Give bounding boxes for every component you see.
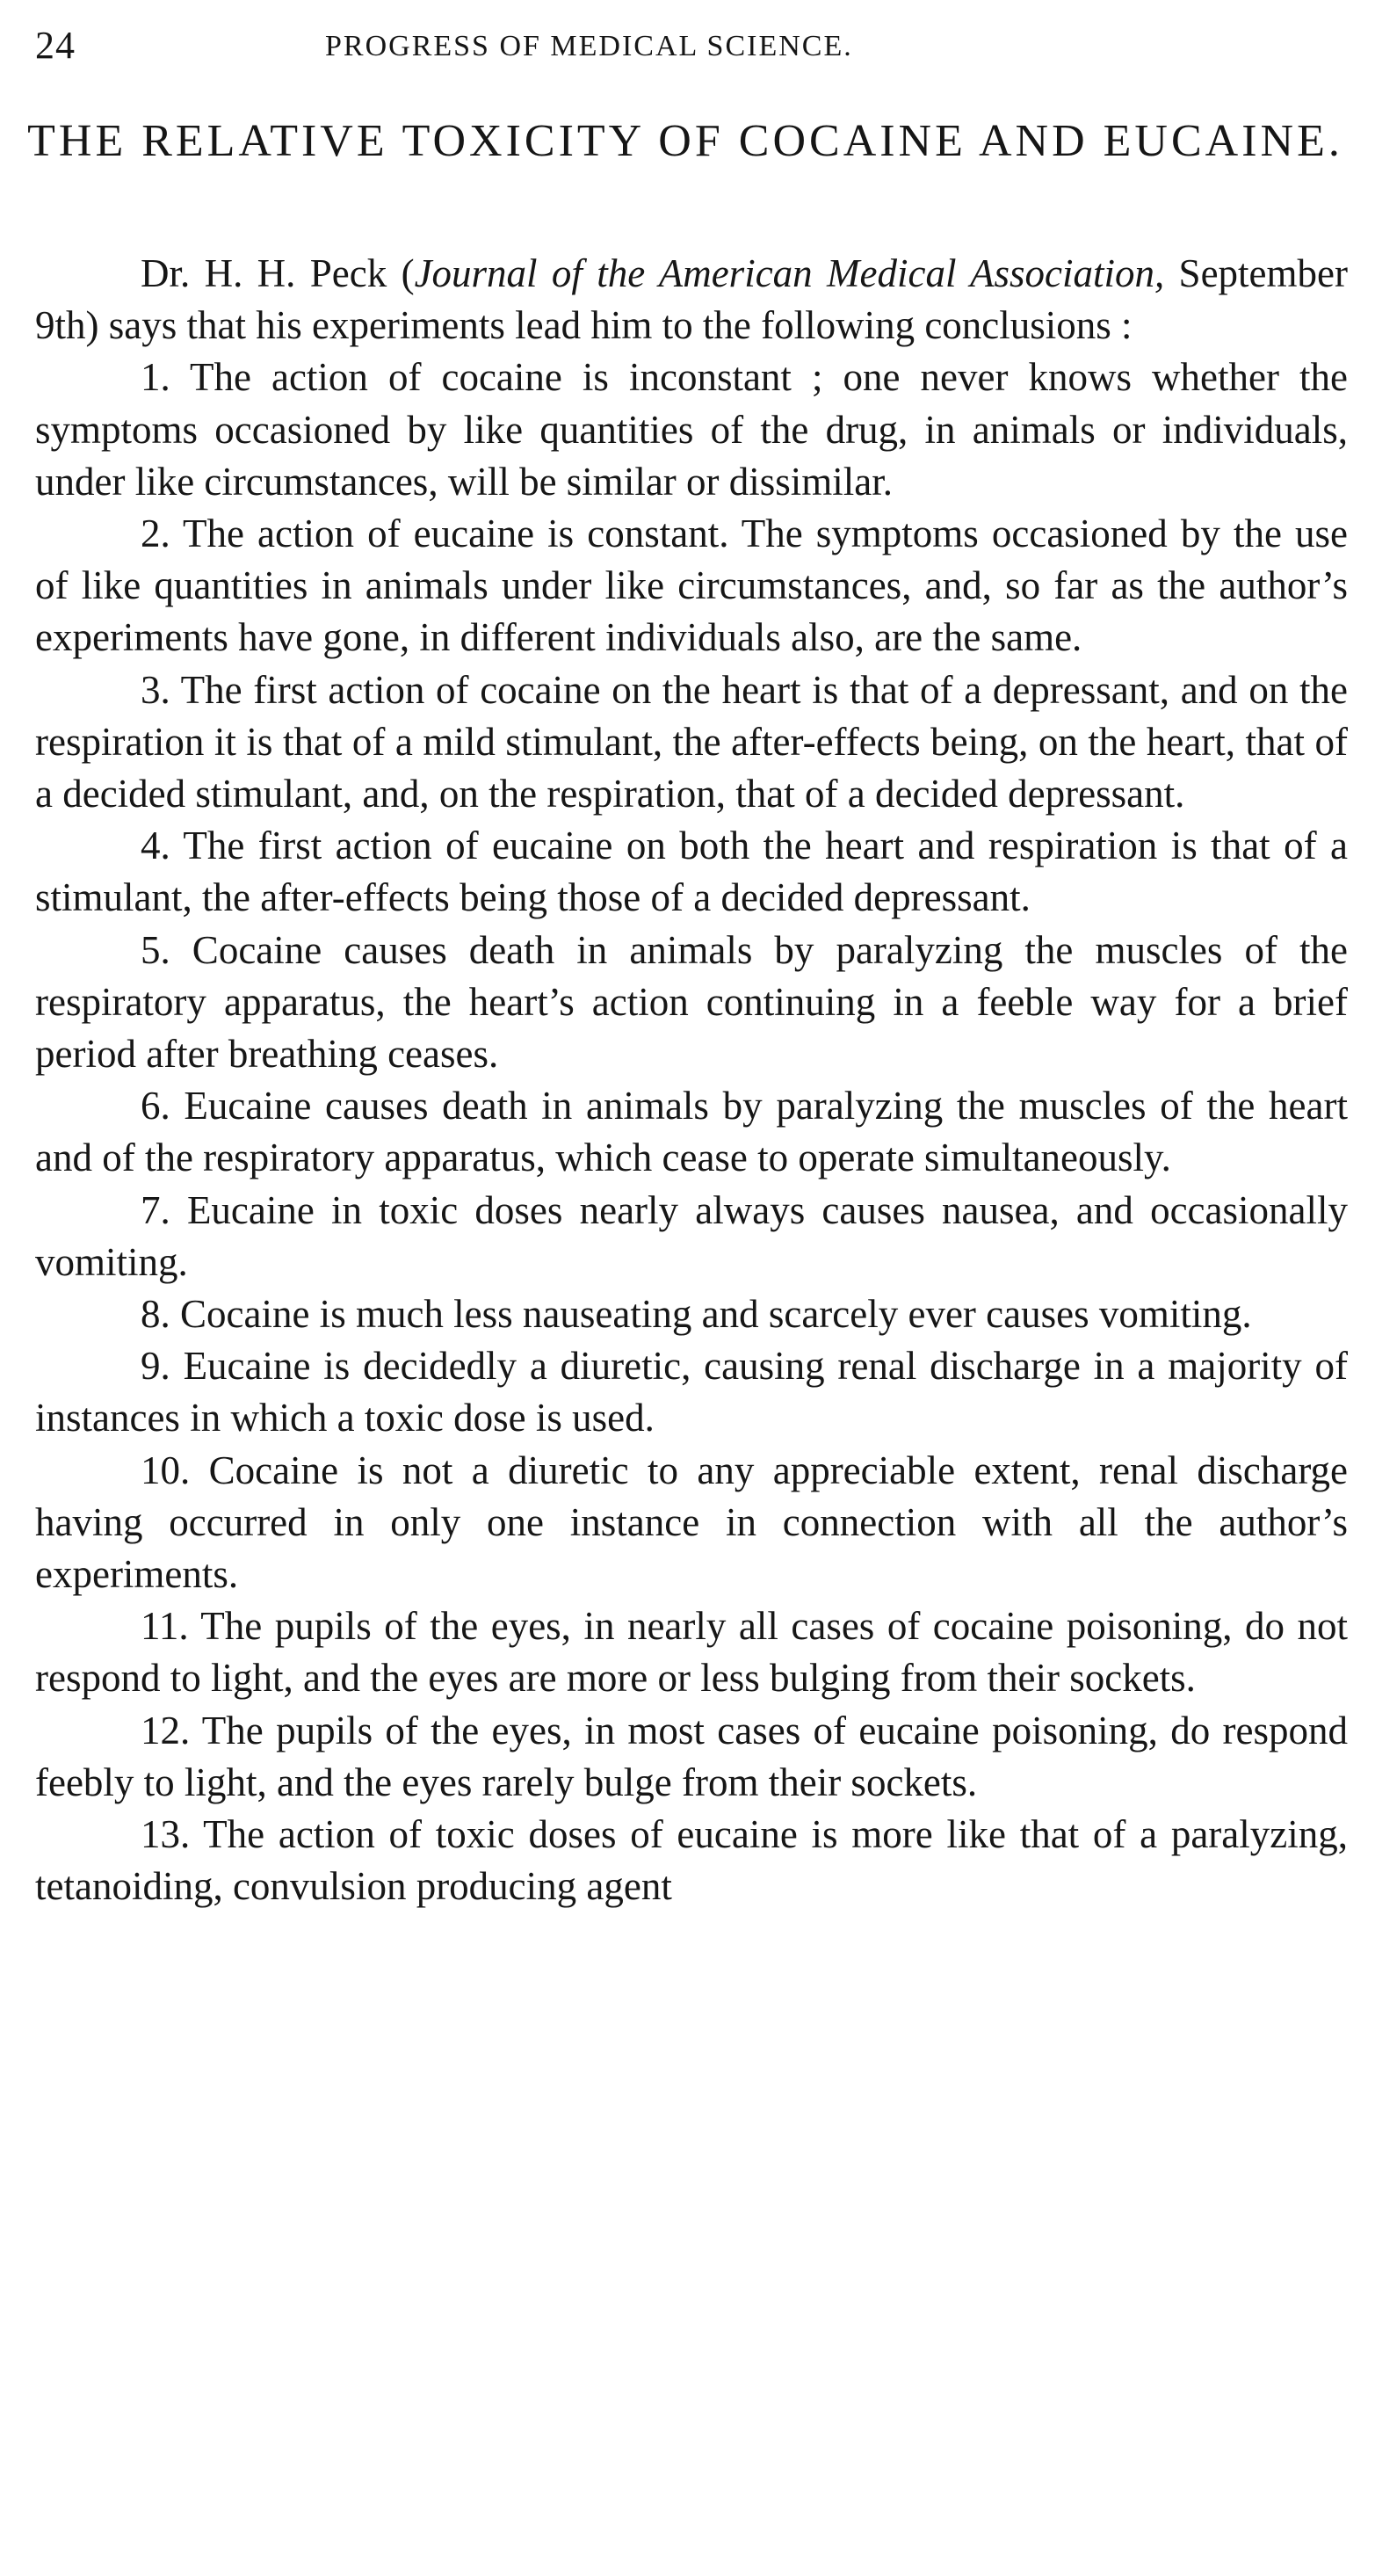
article-body xyxy=(35,248,1348,1913)
conclusion-11: 11. The pupils of the eyes, in nearly all cases of cocaine poisoning, do not respond to light, and the eyes are more or less bulging from their sockets. xyxy=(35,1604,1348,1701)
conclusion-8: 8. Cocaine is much less nauseating and scarcely ever causes vomiting. xyxy=(141,1292,1252,1337)
intro-rest: September 9th) says that his experiments lead him to the following conclusions : xyxy=(35,251,1348,348)
conclusion-7: 7. Eucaine in toxic doses nearly always causes nausea, and occasionally vomiting. xyxy=(35,1187,1348,1284)
conclusion-13: 13. The action of toxic doses of eucaine is more like that of a paralyzing, tetanoiding, convulsion producing agent xyxy=(35,1812,1348,1909)
conclusion-3: 3. The first action of cocaine on the heart is that of a depressant, and on the respiration it is that of a mild stimulant, the after-effects being, on the heart, that of a decided stimulant, and, on the respiration, that of a decided depressant. xyxy=(35,667,1348,816)
conclusion-6: 6. Eucaine causes death in animals by paralyzing the muscles of the heart and of the respiratory apparatus, which cease to operate simultaneously. xyxy=(35,1084,1348,1180)
conclusion-12: 12. The pupils of the eyes, in most cases of eucaine poisoning, do respond feebly to light, and the eyes rarely bulge from their sockets. xyxy=(35,1708,1348,1804)
conclusion-5: 5. Cocaine causes death in animals by paralyzing the muscles of the respiratory apparatus, the heart’s action continuing in a feeble way for a brief period after breathing ceases. xyxy=(35,927,1348,1077)
journal-citation: Journal of the American Medical Association, xyxy=(414,251,1165,295)
running-title: PROGRESS OF MEDICAL SCIENCE. xyxy=(325,30,853,62)
page-number: 24 xyxy=(35,24,76,67)
conclusion-2: 2. The action of eucaine is constant. The symptoms occasioned by the use of like quantities in animals under like circumstances, and, so far as the author’s experiments have gone, in different individuals also, are the same. xyxy=(35,512,1348,660)
conclusion-4: 4. The first action of eucaine on both the heart and respiration is that of a stimulant, the after-effects being those of a decided depressant. xyxy=(35,824,1348,920)
running-header xyxy=(35,23,1344,76)
article-title: THE RELATIVE TOXICITY OF COCAINE AND EUCAINE. xyxy=(27,116,1343,166)
conclusion-10: 10. Cocaine is not a diuretic to any appreciable extent, renal discharge having occurred in only one instance in connection with all the author’s experiments. xyxy=(35,1448,1348,1597)
intro-paragraph xyxy=(35,248,1348,352)
conclusion-9: 9. Eucaine is decidedly a diuretic, causing renal discharge in a majority of instances in which a toxic dose is used. xyxy=(35,1344,1348,1440)
intro-author: Dr. H. H. Peck ( xyxy=(141,251,415,295)
conclusion-1: 1. The action of cocaine is inconstant ; one never knows whether the symptoms occasioned by like quantities of the drug, in animals or individuals, under like circumstances, will be similar or dissimilar. xyxy=(35,355,1348,504)
